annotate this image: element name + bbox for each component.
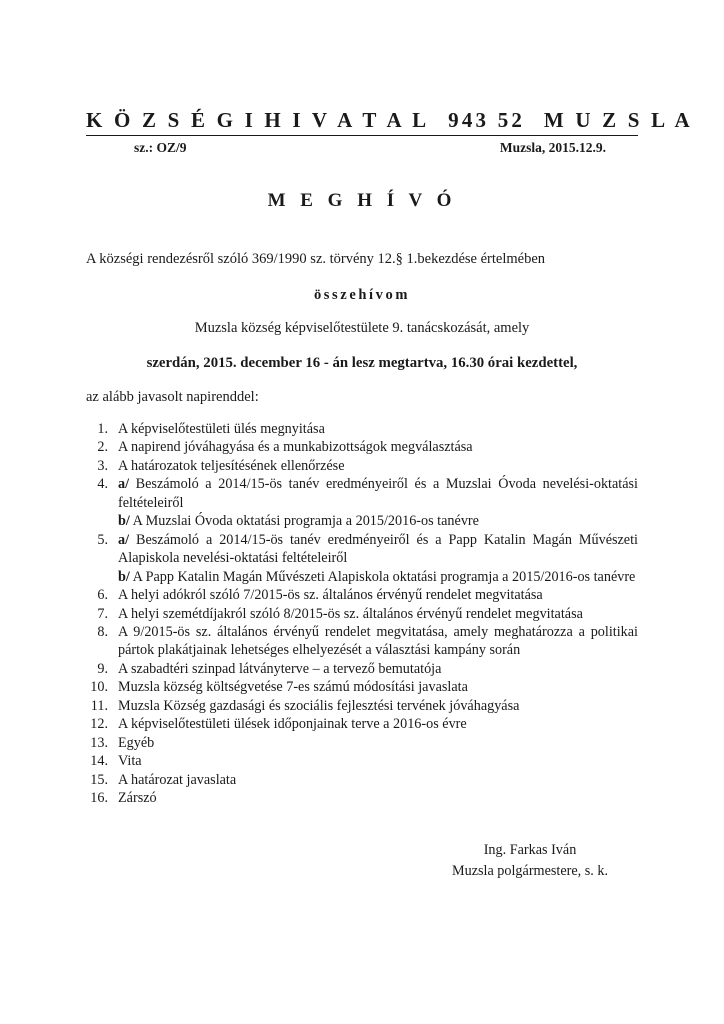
signer-name: Ing. Farkas Iván xyxy=(483,842,577,858)
signer-role: Muzsla polgármestere, s. k. xyxy=(451,862,609,879)
agenda-item-text: A szabadtéri szinpad látványterve – a tervező bemutatója xyxy=(118,660,442,677)
agenda-item-number: 3. xyxy=(97,457,108,474)
agenda-item-number: 16. xyxy=(90,790,108,807)
agenda-item-body xyxy=(118,475,638,530)
agenda-item xyxy=(86,475,638,530)
agenda-item-number: 4. xyxy=(97,476,108,493)
agenda-item-number: 12. xyxy=(90,716,108,733)
agenda-item-body xyxy=(118,605,638,623)
agenda-item-body xyxy=(118,531,638,586)
agenda-item xyxy=(86,789,638,807)
letterhead-subline xyxy=(86,140,638,156)
agenda-item xyxy=(86,697,638,715)
agenda-item xyxy=(86,531,638,586)
agenda-item xyxy=(86,438,638,456)
agenda-item-body xyxy=(118,771,638,789)
agenda-item-body xyxy=(118,586,638,604)
agenda-subitem-b xyxy=(118,512,638,530)
signature-block xyxy=(400,840,660,881)
meeting-datetime: szerdán, 2015. december 16 - án lesz megtartva, 16.30 órai kezdettel, xyxy=(146,355,578,371)
agenda-subitem-a xyxy=(118,531,638,568)
agenda-item-text: A helyi adókról szóló 7/2015-ös sz. általános érvényű rendelet megvitatása xyxy=(118,587,543,604)
agenda-item xyxy=(86,586,638,604)
agenda-item-number: 8. xyxy=(97,623,108,640)
agenda-item-number: 11. xyxy=(90,697,108,714)
page-title: M E G H Í V Ó xyxy=(267,190,457,211)
agenda-item-text: Muzsla község költségvetése 7-es számú módosítási javaslata xyxy=(118,679,468,696)
agenda-subitem-b-text: A Papp Katalin Magán Művészeti Alapiskola oktatási programja a 2015/2016-os tanévre xyxy=(129,568,636,585)
agenda-item xyxy=(86,715,638,733)
agenda-item-body xyxy=(118,457,638,475)
agenda-item-number: 15. xyxy=(90,771,108,788)
agenda-item-body xyxy=(118,678,638,696)
agenda-subitem-b xyxy=(118,568,638,586)
agenda-item-number: 14. xyxy=(90,753,108,770)
agenda-item-number: 2. xyxy=(97,439,108,456)
letterhead xyxy=(86,108,693,156)
agenda-item xyxy=(86,678,638,696)
convene-keyword: összehívom xyxy=(313,287,411,303)
agenda-subitem-b-label: b/ xyxy=(118,568,130,585)
agenda-item-body xyxy=(118,789,638,807)
place-and-date: Muzsla, 2015.12.9. xyxy=(499,140,606,155)
agenda-item-text: A határozatok teljesítésének ellenőrzése xyxy=(118,457,345,474)
agenda-subitem-a xyxy=(118,475,638,512)
postal-code: 943 52 xyxy=(448,108,526,132)
agenda-item-body xyxy=(118,660,638,678)
agenda-item xyxy=(86,605,638,623)
agenda-item xyxy=(86,623,638,660)
agenda-item-body xyxy=(118,752,638,770)
agenda-subitem-a-label: a/ xyxy=(118,476,130,493)
reference-number: sz.: OZ/9 xyxy=(134,140,187,155)
agenda-item-body xyxy=(118,715,638,733)
agenda-item-text: A 9/2015-ös sz. általános érvényű rendelet megvitatása, amely meghatározza a politikai pártok plakátjainak lehetséges elhelyezését a választási kampány során xyxy=(118,623,638,659)
agenda-item-body xyxy=(118,697,638,715)
agenda-item xyxy=(86,734,638,752)
agenda-item-text: Egyéb xyxy=(118,734,155,751)
agenda-item-number: 10. xyxy=(90,679,108,696)
agenda-list xyxy=(86,420,638,808)
agenda-item xyxy=(86,420,638,438)
agenda-item-text: A helyi szemétdíjakról szóló 8/2015-ös sz. általános érvényű rendelet megvitatása xyxy=(118,605,583,622)
agenda-subitem-b-text: A Muzslai Óvoda oktatási programja a 2015/2016-os tanévre xyxy=(129,513,479,530)
agenda-item-number: 9. xyxy=(97,660,108,677)
agenda-item-number: 7. xyxy=(97,605,108,622)
legal-basis-text: A községi rendezésről szóló 369/1990 sz. törvény 12.§ 1.bekezdése értelmében xyxy=(86,251,546,267)
agenda-item-text: Vita xyxy=(118,753,142,770)
agenda-item xyxy=(86,752,638,770)
agenda-item-text: A napirend jóváhagyása és a munkabizottságok megválasztása xyxy=(118,439,473,456)
agenda-item xyxy=(86,457,638,475)
agenda-item-body xyxy=(118,623,638,660)
agenda-item-number: 5. xyxy=(97,531,108,548)
agenda-subitem-b-label: b/ xyxy=(118,513,130,530)
agenda-item-number: 13. xyxy=(90,734,108,751)
agenda-lead-in: az alább javasolt napirenddel: xyxy=(86,389,259,405)
agenda-subitem-a-label: a/ xyxy=(118,531,130,548)
agenda-item-text: Zárszó xyxy=(118,790,157,807)
agenda-subitem-a-text: Beszámoló a 2014/15-ös tanév eredményeiről és a Papp Katalin Magán Művészeti Alapiskola nevelési-oktatási feltételeiről xyxy=(118,531,638,567)
municipality-name: M U Z S L A xyxy=(543,108,693,132)
agenda-item-number: 1. xyxy=(97,421,108,437)
agenda-item xyxy=(86,660,638,678)
agenda-item xyxy=(86,771,638,789)
agenda-item-text: A határozat javaslata xyxy=(118,771,237,788)
agenda-item-body xyxy=(118,734,638,752)
agenda-item-text: A képviselőtestületi ülések időponjainak terve a 2016-os évre xyxy=(118,716,467,733)
office-name: K Ö Z S É G I H I V A T A L xyxy=(86,108,430,132)
agenda-item-text: A képviselőtestületi ülés megnyitása xyxy=(118,421,325,437)
letterhead-title-line xyxy=(86,108,693,136)
agenda-item-text: Muzsla Község gazdasági és szociális fejlesztési tervének jóváhagyása xyxy=(118,697,520,714)
agenda-item-body xyxy=(118,420,638,438)
agenda-item-body xyxy=(118,438,638,456)
agenda-item-number: 6. xyxy=(97,587,108,604)
session-description: Muzsla község képviselőtestülete 9. tanácskozását, amely xyxy=(194,320,530,336)
agenda-subitem-a-text: Beszámoló a 2014/15-ös tanév eredményeiről és a Muzslai Óvoda nevelési-oktatási feltételeiről xyxy=(118,476,638,511)
